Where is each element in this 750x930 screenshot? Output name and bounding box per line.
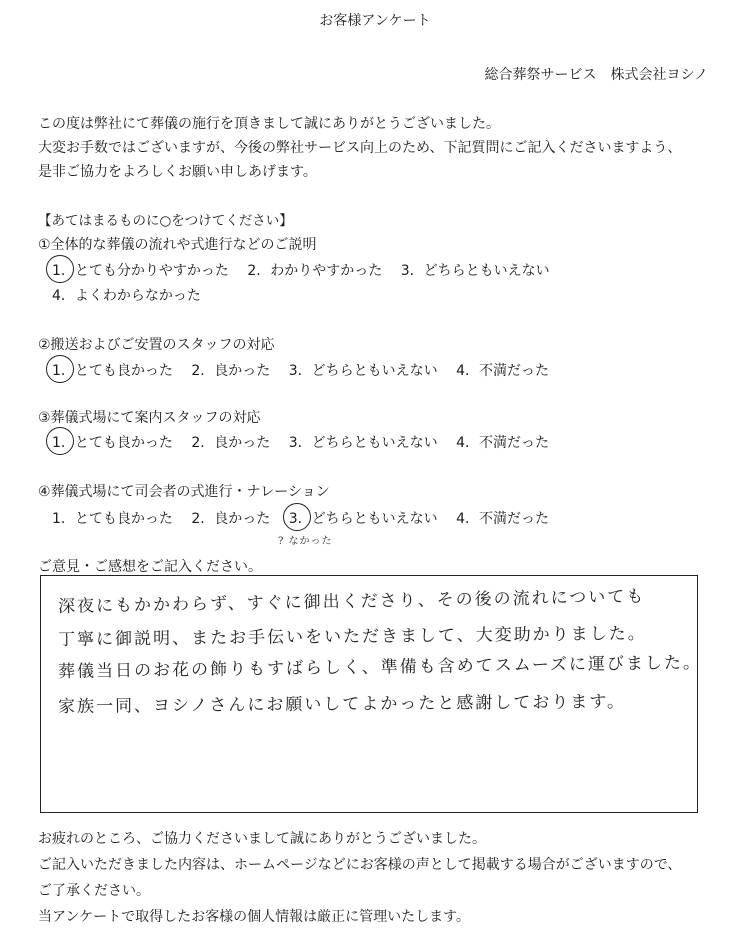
question-4-options (52, 508, 563, 528)
q2-option-4[interactable]: 4．不満だった (456, 363, 550, 379)
q2-option-1[interactable]: 1．とても良かった (52, 360, 173, 380)
q1-option-1[interactable]: 1．とても分かりやすかった (52, 260, 229, 280)
intro-line: 大変お手数ではございますが、今後の弊社サービス向上のため、下記質問にご記入くださいますよう、 (38, 140, 682, 156)
q3-option-2[interactable]: 2．良かった (191, 435, 271, 451)
question-3-label: ③葬儀式場にて案内スタッフの対応 (38, 410, 261, 426)
question-1-options (52, 260, 564, 280)
handwritten-comment-line: 家族一同、ヨシノさんにお願いしてよかったと感謝しております。 (57, 692, 627, 717)
closing-text (38, 826, 681, 930)
q1-option-4[interactable]: 4．よくわからなかった (52, 288, 201, 304)
closing-line: ご了承ください。 (38, 883, 150, 899)
selected-circle-mark (46, 427, 74, 455)
page-title: お客様アンケート (319, 13, 431, 29)
q3-option-4[interactable]: 4．不満だった (456, 435, 550, 451)
closing-line: ご記入いただきました内容は、ホームページなどにお客様の声として掲載する場合がございますので、 (38, 857, 682, 873)
closing-line: お疲れのところ、ご協力くださいまして誠にありがとうございました。 (38, 831, 486, 847)
question-1-options-row2 (52, 285, 215, 305)
q4-option-3[interactable]: 3．どちらともいえない (289, 508, 438, 528)
q2-option-3[interactable]: 3．どちらともいえない (288, 363, 438, 379)
intro-line: 是非ご協力をよろしくお願い申しあげます。 (38, 164, 317, 180)
handwritten-comment-line: 葬儀当日のお花の飾りもすばらしく、準備も含めてスムーズに運びました。 (57, 653, 703, 682)
comment-label: ご意見・ご感想をご記入ください。 (38, 559, 262, 575)
q1-option-3[interactable]: 3．どちらともいえない (400, 263, 550, 279)
handwritten-note: ? なかった (278, 536, 333, 547)
closing-line: 当アンケートで取得したお客様の個人情報は厳正に管理いたします。 (38, 909, 471, 925)
instruction: 【あてはまるものに○をつけてください】 (38, 213, 293, 229)
selected-circle-mark (46, 255, 74, 283)
intro-line: この度は弊社にて葬儀の施行を頂きまして誠にありがとうございました。 (38, 116, 500, 132)
handwritten-comment-line: 深夜にもかかわらず、すぐに御出くださり、その後の流れについても (57, 586, 646, 617)
q4-option-2[interactable]: 2．良かった (191, 511, 271, 527)
handwritten-comment-line: 丁寧に御説明、またお手伝いをいただきまして、大変助かりました。 (57, 623, 647, 650)
selected-circle-mark (46, 355, 74, 383)
selected-circle-mark (283, 503, 311, 531)
q1-option-2[interactable]: 2．わかりやすかった (247, 263, 383, 279)
q4-option-1[interactable]: 1．とても良かった (52, 511, 173, 527)
q4-option-4[interactable]: 4．不満だった (456, 511, 550, 527)
question-1-label: ①全体的な葬儀の流れや式進行などのご説明 (38, 237, 317, 253)
question-3-options (52, 432, 563, 452)
question-2-label: ②搬送およびご安置のスタッフの対応 (38, 337, 275, 353)
question-2-options (52, 360, 563, 380)
intro-text (38, 112, 681, 184)
q2-option-2[interactable]: 2．良かった (191, 363, 271, 379)
q3-option-1[interactable]: 1．とても良かった (52, 432, 173, 452)
company-name: 総合葬祭サービス 株式会社ヨシノ (484, 67, 708, 83)
q3-option-3[interactable]: 3．どちらともいえない (288, 435, 438, 451)
question-4-label: ④葬儀式場にて司会者の式進行・ナレーション (38, 484, 330, 500)
